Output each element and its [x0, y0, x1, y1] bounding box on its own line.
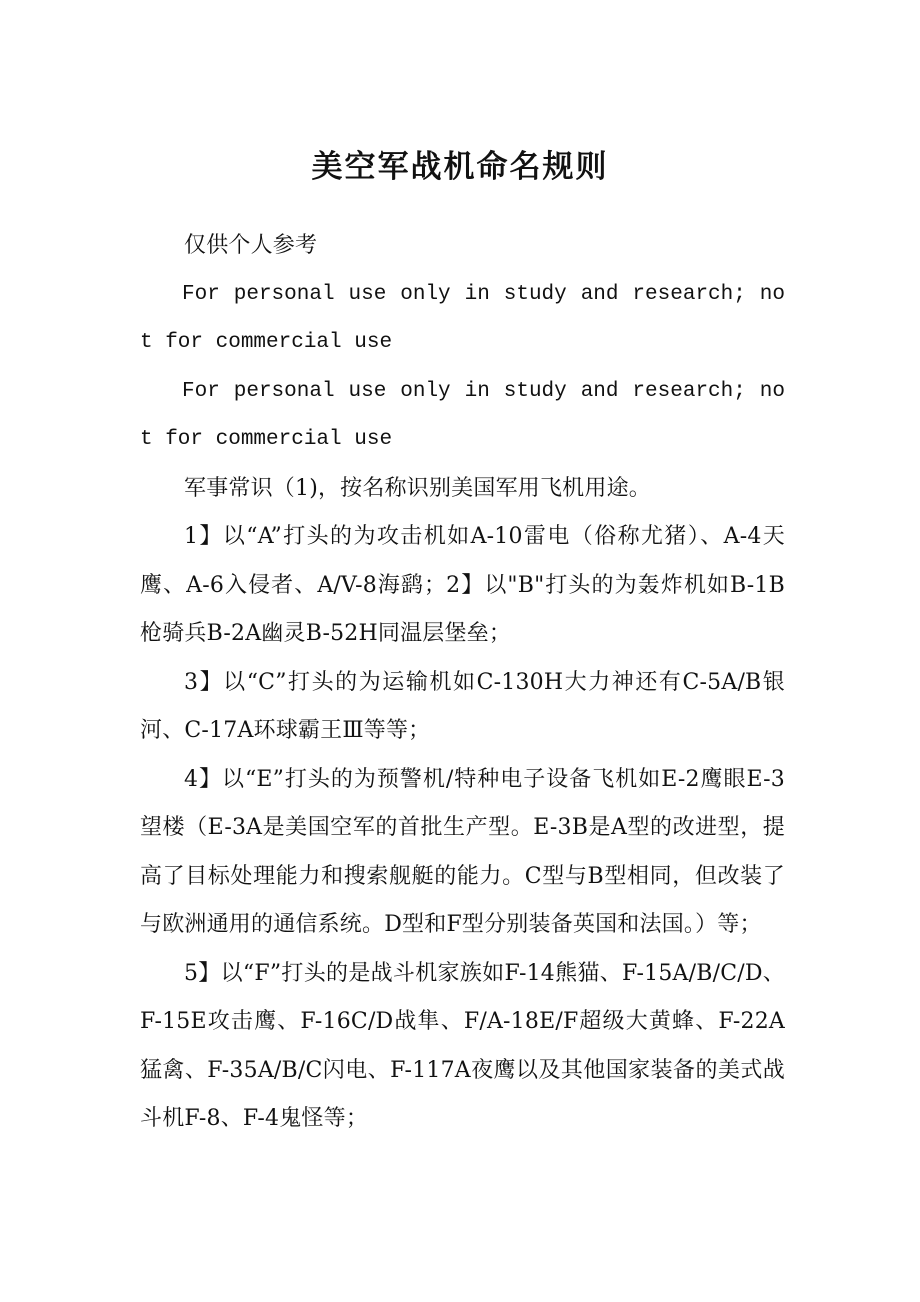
rule-f-paragraph: 5】以“F”打头的是战斗机家族如F-14熊猫、F-15A/B/C/D、F-15E攻击鹰、F-16C/D战隼、F/A-18E/F超级大黄蜂、F-22A猛禽、F-35A/B/C闪电、F-117A夜鹰以及其他国家装备的美式战斗机F-8、F-4鬼怪等；: [140, 960, 785, 1131]
rule-c-paragraph: 3】以“C”打头的为运输机如C-130H大力神还有C-5A/B银河、C-17A环球霸王Ⅲ等等；: [140, 669, 785, 743]
document-body: [140, 222, 785, 1144]
disclaimer-cn-paragraph: 仅供个人参考: [184, 233, 318, 258]
rule-a-b-paragraph: 1】以“A”打头的为攻击机如A-10雷电（俗称尤猪）、A-4天鹰、A-6入侵者、A/V-8海鹞；2】以"B"打头的为轰炸机如B-1B枪骑兵B-2A幽灵B-52H同温层堡垒；: [140, 524, 785, 646]
disclaimer-en-paragraph-2: For personal use only in study and research; not for commercial use: [140, 379, 785, 451]
intro-paragraph: 军事常识（1)，按名称识别美国军用飞机用途。: [184, 475, 651, 501]
disclaimer-en-paragraph-1: For personal use only in study and research; not for commercial use: [140, 282, 785, 354]
page-title: 美空军战机命名规则: [311, 149, 609, 185]
rule-e-paragraph: 4】以“E”打头的为预警机/特种电子设备飞机如E-2鹰眼E-3望楼（E-3A是美国空军的首批生产型。E-3B是A型的改进型，提高了目标处理能力和搜索舰艇的能力。C型与B型相同，但改装了与欧洲通用的通信系统。D型和F型分别装备英国和法国。）等；: [140, 766, 785, 937]
